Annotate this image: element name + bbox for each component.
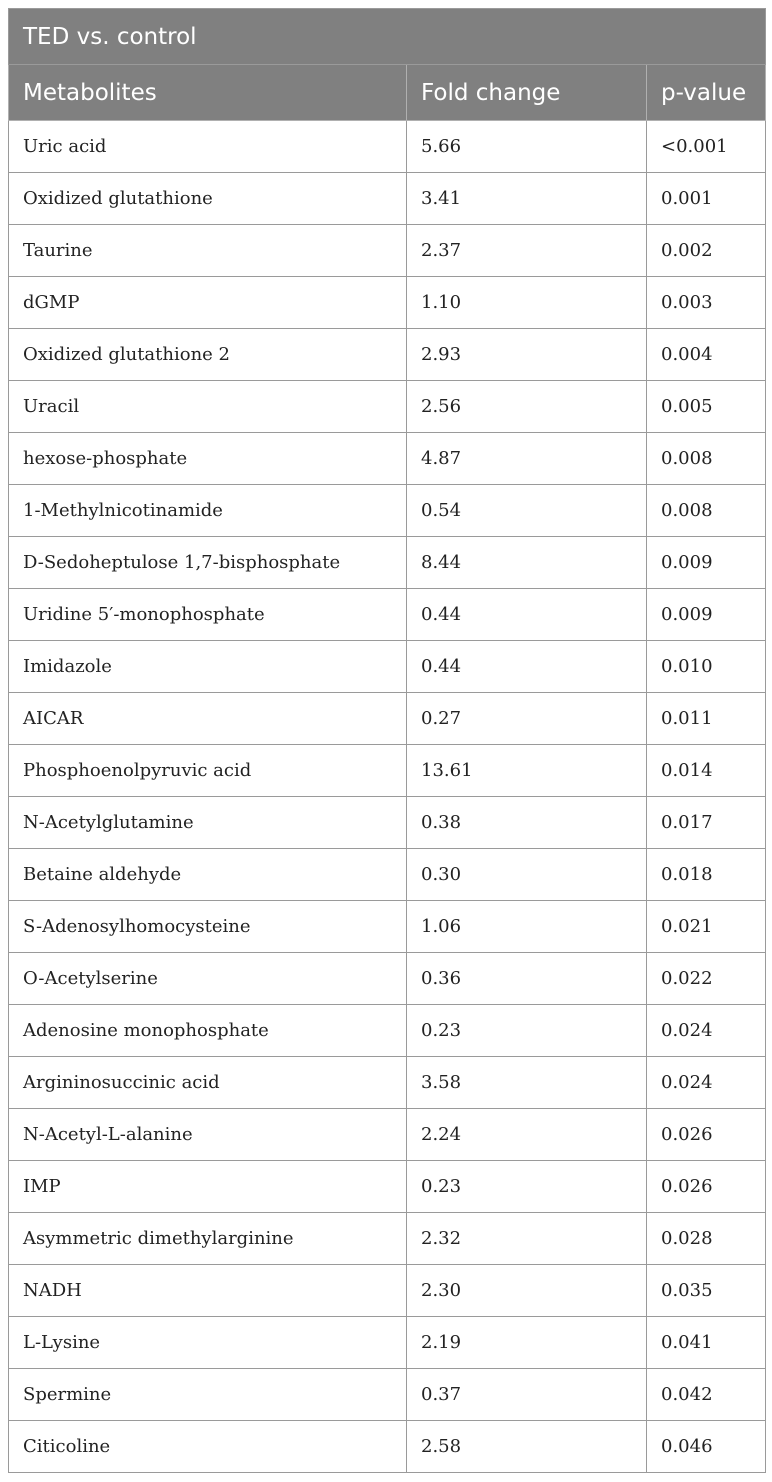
fold-change-cell: 2.58	[407, 1421, 647, 1473]
p-value-cell: 0.026	[647, 1109, 766, 1161]
metabolite-cell: Adenosine monophosphate	[9, 1005, 407, 1057]
metabolite-cell: Phosphoenolpyruvic acid	[9, 745, 407, 797]
metabolite-cell: Taurine	[9, 225, 407, 277]
fold-change-cell: 2.56	[407, 381, 647, 433]
fold-change-cell: 0.23	[407, 1161, 647, 1213]
table-title-row	[9, 9, 766, 65]
p-value-cell: 0.010	[647, 641, 766, 693]
p-value-cell: 0.024	[647, 1057, 766, 1109]
table-row	[9, 485, 766, 537]
metabolite-cell: L-Lysine	[9, 1317, 407, 1369]
table-row	[9, 745, 766, 797]
table-header-row	[9, 65, 766, 121]
p-value-cell: 0.018	[647, 849, 766, 901]
fold-change-cell: 1.10	[407, 277, 647, 329]
fold-change-cell: 0.27	[407, 693, 647, 745]
fold-change-cell: 1.06	[407, 901, 647, 953]
fold-change-cell: 5.66	[407, 121, 647, 173]
p-value-cell: 0.009	[647, 537, 766, 589]
table-row	[9, 1057, 766, 1109]
metabolite-cell: N-Acetyl-L-alanine	[9, 1109, 407, 1161]
table-row	[9, 641, 766, 693]
fold-change-cell: 13.61	[407, 745, 647, 797]
metabolite-cell: dGMP	[9, 277, 407, 329]
metabolite-cell: Betaine aldehyde	[9, 849, 407, 901]
p-value-cell: 0.028	[647, 1213, 766, 1265]
fold-change-cell: 2.32	[407, 1213, 647, 1265]
p-value-cell: 0.022	[647, 953, 766, 1005]
table-row	[9, 693, 766, 745]
metabolite-cell: Asymmetric dimethylarginine	[9, 1213, 407, 1265]
table-row	[9, 1369, 766, 1421]
table-row	[9, 953, 766, 1005]
p-value-cell: 0.026	[647, 1161, 766, 1213]
fold-change-cell: 0.44	[407, 641, 647, 693]
metabolite-cell: Citicoline	[9, 1421, 407, 1473]
table-row	[9, 849, 766, 901]
metabolite-cell: Uracil	[9, 381, 407, 433]
p-value-cell: <0.001	[647, 121, 766, 173]
column-header-metabolites: Metabolites	[9, 65, 407, 121]
fold-change-cell: 3.41	[407, 173, 647, 225]
p-value-cell: 0.002	[647, 225, 766, 277]
metabolite-cell: Spermine	[9, 1369, 407, 1421]
p-value-cell: 0.046	[647, 1421, 766, 1473]
metabolite-cell: Uridine 5′-monophosphate	[9, 589, 407, 641]
table-row	[9, 1161, 766, 1213]
table-title: TED vs. control	[9, 9, 766, 65]
metabolites-table-container	[8, 8, 765, 1473]
fold-change-cell: 2.19	[407, 1317, 647, 1369]
table-row	[9, 1109, 766, 1161]
p-value-cell: 0.001	[647, 173, 766, 225]
p-value-cell: 0.008	[647, 485, 766, 537]
table-row	[9, 1265, 766, 1317]
metabolite-cell: NADH	[9, 1265, 407, 1317]
table-body	[9, 121, 766, 1473]
fold-change-cell: 8.44	[407, 537, 647, 589]
p-value-cell: 0.014	[647, 745, 766, 797]
fold-change-cell: 2.37	[407, 225, 647, 277]
p-value-cell: 0.005	[647, 381, 766, 433]
p-value-cell: 0.042	[647, 1369, 766, 1421]
p-value-cell: 0.021	[647, 901, 766, 953]
metabolite-cell: 1-Methylnicotinamide	[9, 485, 407, 537]
fold-change-cell: 0.54	[407, 485, 647, 537]
column-header-fold-change: Fold change	[407, 65, 647, 121]
fold-change-cell: 2.93	[407, 329, 647, 381]
fold-change-cell: 0.44	[407, 589, 647, 641]
metabolite-cell: Oxidized glutathione	[9, 173, 407, 225]
table-row	[9, 797, 766, 849]
table-row	[9, 277, 766, 329]
table-row	[9, 433, 766, 485]
p-value-cell: 0.017	[647, 797, 766, 849]
table-row	[9, 1317, 766, 1369]
column-header-p-value: p-value	[647, 65, 766, 121]
p-value-cell: 0.009	[647, 589, 766, 641]
table-row	[9, 537, 766, 589]
table-row	[9, 329, 766, 381]
table-row	[9, 1005, 766, 1057]
metabolites-table	[8, 8, 766, 1473]
metabolite-cell: Uric acid	[9, 121, 407, 173]
metabolite-cell: D-Sedoheptulose 1,7-bisphosphate	[9, 537, 407, 589]
table-row	[9, 225, 766, 277]
table-row	[9, 901, 766, 953]
table-row	[9, 1421, 766, 1473]
metabolite-cell: Imidazole	[9, 641, 407, 693]
metabolite-cell: S-Adenosylhomocysteine	[9, 901, 407, 953]
p-value-cell: 0.041	[647, 1317, 766, 1369]
fold-change-cell: 2.30	[407, 1265, 647, 1317]
fold-change-cell: 0.37	[407, 1369, 647, 1421]
table-row	[9, 1213, 766, 1265]
p-value-cell: 0.011	[647, 693, 766, 745]
metabolite-cell: N-Acetylglutamine	[9, 797, 407, 849]
metabolite-cell: AICAR	[9, 693, 407, 745]
fold-change-cell: 0.36	[407, 953, 647, 1005]
metabolite-cell: IMP	[9, 1161, 407, 1213]
p-value-cell: 0.024	[647, 1005, 766, 1057]
p-value-cell: 0.004	[647, 329, 766, 381]
table-row	[9, 121, 766, 173]
metabolite-cell: Oxidized glutathione 2	[9, 329, 407, 381]
fold-change-cell: 4.87	[407, 433, 647, 485]
p-value-cell: 0.035	[647, 1265, 766, 1317]
p-value-cell: 0.008	[647, 433, 766, 485]
metabolite-cell: hexose-phosphate	[9, 433, 407, 485]
p-value-cell: 0.003	[647, 277, 766, 329]
fold-change-cell: 3.58	[407, 1057, 647, 1109]
fold-change-cell: 0.38	[407, 797, 647, 849]
table-row	[9, 173, 766, 225]
fold-change-cell: 0.23	[407, 1005, 647, 1057]
table-row	[9, 381, 766, 433]
metabolite-cell: O-Acetylserine	[9, 953, 407, 1005]
fold-change-cell: 2.24	[407, 1109, 647, 1161]
fold-change-cell: 0.30	[407, 849, 647, 901]
table-row	[9, 589, 766, 641]
metabolite-cell: Argininosuccinic acid	[9, 1057, 407, 1109]
